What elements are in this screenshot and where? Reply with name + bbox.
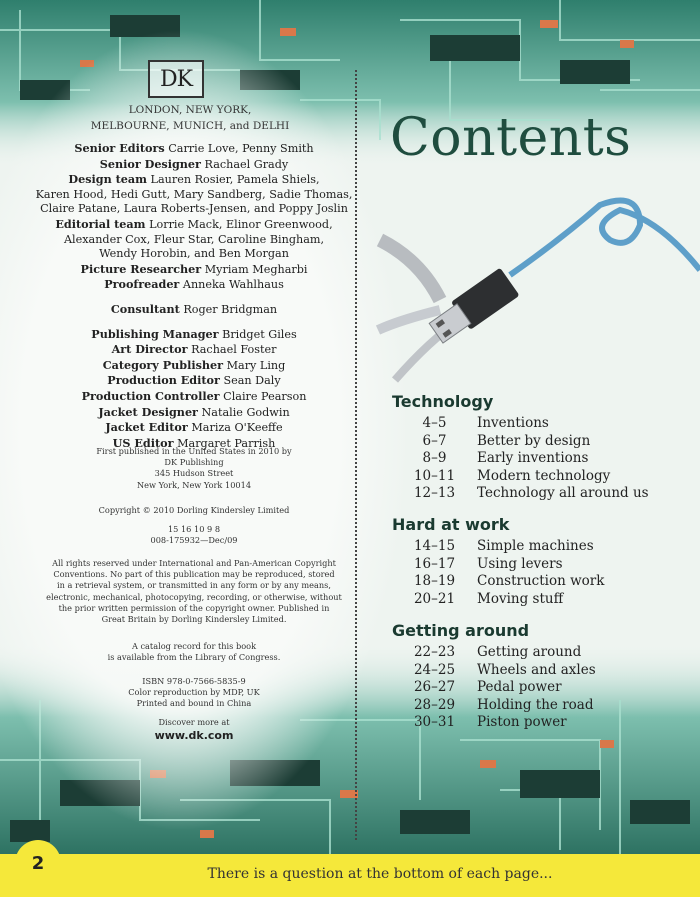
production-line: Production Editor Sean Daly [107,373,281,388]
production-line: Category Publisher Mary Ling [102,357,286,372]
credit-line: Editorial team Lorrie Mack, Elinor Greenwood, [55,216,333,231]
website-link[interactable]: www.dk.com [154,729,234,742]
section-technology [392,392,692,503]
production-line: Production Controller Claire Pearson [81,388,307,403]
credit-line: Senior Designer Rachael Grady [99,156,289,171]
publication-info: First published in the United States in 2010 by DK Publishing 345 Hudson Street New York, New York 10014 [96,446,292,490]
production-line: Jacket Editor Mariza O'Keeffe [105,420,283,435]
section-title: Hard at work [392,515,510,534]
credits-block [30,141,358,451]
production-line: US Editor Margaret Parrish [112,435,276,450]
credit-line: Wendy Horobin, and Ben Morgan [99,247,289,261]
credit-line: Karen Hood, Hedi Gutt, Mary Sandberg, Sadie Thomas, [35,187,353,201]
credit-line: Senior Editors Carrie Love, Penny Smith [74,141,314,155]
contents-entry[interactable]: 10–11 Modern technology [413,467,611,484]
consultant-line: Consultant Roger Bridgman [110,301,278,316]
catalog-record: A catalog record for this book is available from the Library of Congress. [107,641,281,663]
contents-entry[interactable]: 30–31 Piston power [413,714,567,730]
section-title: Getting around [392,621,530,640]
credit-line: Proofreader Anneka Wahlhaus [104,277,284,292]
contents-entry[interactable]: 8–9 Early inventions [422,450,589,466]
contents-entry[interactable]: 18–19 Construction work [413,573,605,589]
page-divider [355,70,357,840]
section-hard-at-work [392,515,692,608]
contents-entry[interactable]: 16–17 Using levers [413,555,563,572]
rights-statement: All rights reserved under International and Pan-American Copyright Conventions. No part of this publication may be reproduced, stored in a retrieval system, or transmitted in any form or by any means, electronic, mechanical, photocopying, recording, or otherwise, without the prior written permission of the copyright owner. Published in Great Britain by Dorling Kindersley Limited. [46,558,342,625]
production-line: Jacket Designer Natalie Godwin [98,404,290,419]
discover-text: Discover more at [158,717,230,727]
contents-entry[interactable]: 26–27 Pedal power [413,679,562,695]
credit-line: Picture Researcher Myriam Megharbi [80,261,308,276]
contents-entry[interactable]: 4–5 Inventions [422,415,549,431]
contents-entry[interactable]: 6–7 Better by design [422,432,591,449]
isbn-info: ISBN 978-0-7566-5835-9 Color reproduction by MDP, UK Printed and bound in China [128,676,260,709]
production-line: Publishing Manager Bridget Giles [91,326,297,341]
contents-entry[interactable]: 20–21 Moving stuff [413,590,564,607]
credit-line: Design team Lauren Rosier, Pamela Shiels, [68,172,320,187]
contents-entry[interactable]: 14–15 Simple machines [413,538,594,554]
section-getting-around [392,621,692,732]
contents-title: Contents [390,108,632,168]
dk-logo: DK [148,60,204,98]
credit-line: Alexander Cox, Fleur Star, Caroline Bingham, [63,232,325,246]
contents-entry[interactable]: 24–25 Wheels and axles [413,661,596,678]
contents-entry[interactable]: 22–23 Getting around [413,644,582,660]
footer-question-note: There is a question at the bottom of each page... [207,866,553,882]
credit-line: Claire Patane, Laura Roberts-Jensen, and Poppy Joslin [40,202,348,216]
copyright-info: Copyright © 2010 Dorling Kindersley Limited 15 16 10 9 8 008-175932—Dec/09 [98,505,290,546]
contents-entry[interactable]: 12–13 Technology all around us [413,485,649,501]
section-title: Technology [392,392,494,411]
footer-bar [0,854,700,897]
contents-entry[interactable]: 28–29 Holding the road [413,696,594,713]
page-number: 2 [15,840,61,886]
publisher-cities: LONDON, NEW YORK, MELBOURNE, MUNICH, and DELHI [90,104,290,132]
production-line: Art Director Rachael Foster [111,342,277,357]
